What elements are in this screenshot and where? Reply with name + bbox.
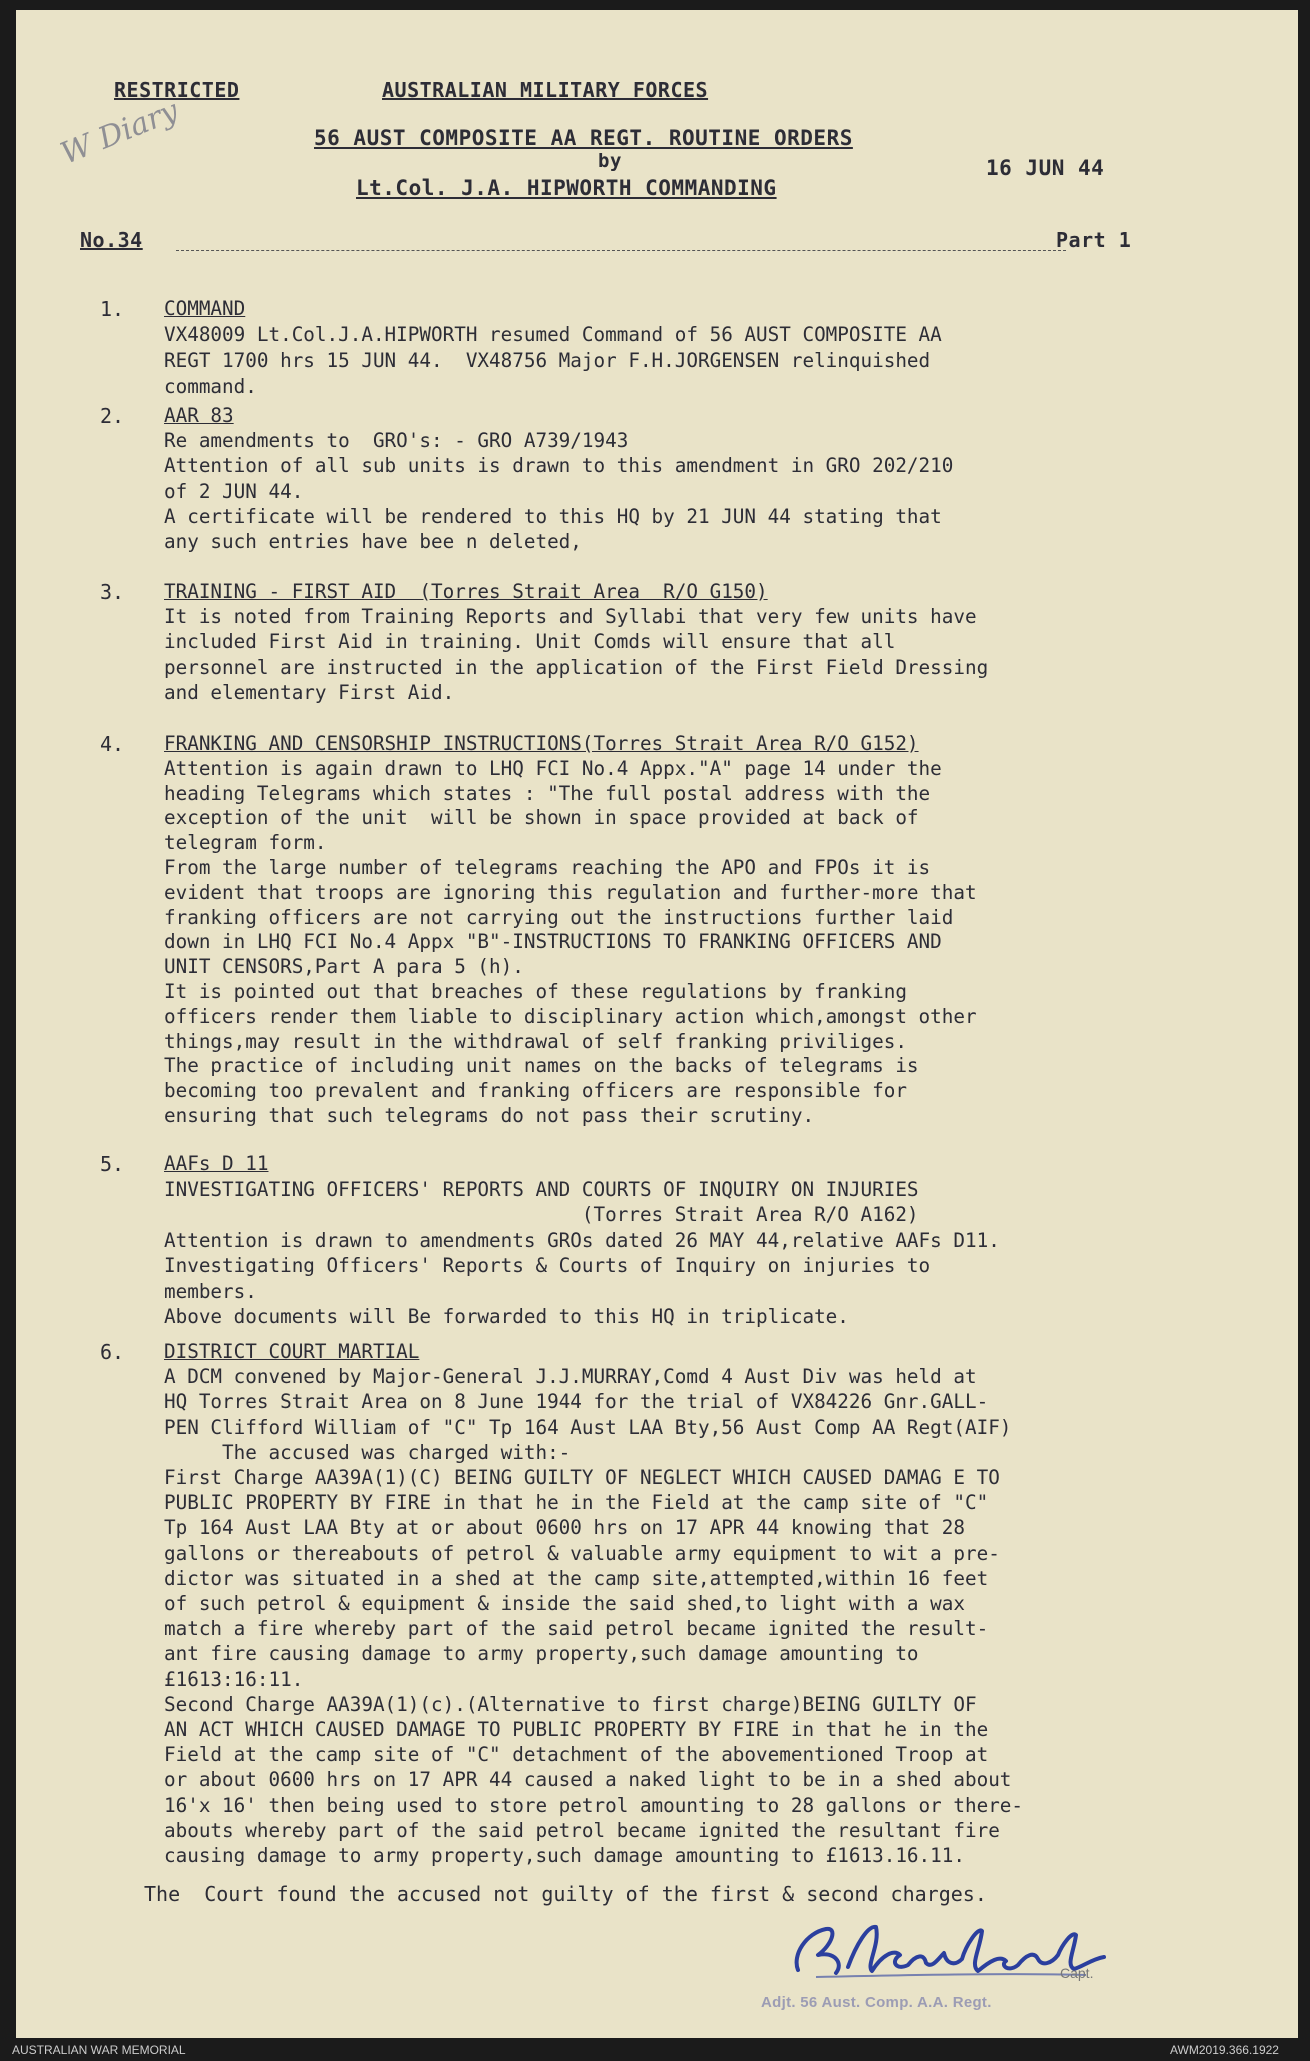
item-heading: TRAINING - FIRST AID (Torres Strait Area R/O G150) bbox=[164, 580, 768, 603]
item-line: From the large number of telegrams reaching the APO and FPOs it is bbox=[164, 856, 931, 879]
item-line: A certificate will be rendered to this HQ by 21 JUN 44 stating that bbox=[164, 504, 942, 528]
item-line: causing damage to army property,such damage amounting to £1613.16.11. bbox=[164, 1844, 965, 1867]
item-line: members. bbox=[164, 1279, 257, 1303]
item-line: UNIT CENSORS,Part A para 5 (h). bbox=[164, 955, 524, 979]
pencil-annotation: W Diary bbox=[55, 93, 184, 172]
item-line: command. bbox=[164, 375, 257, 398]
item-line: abouts whereby part of the said petrol became ignited the resultant fire bbox=[164, 1818, 1000, 1842]
item-line: Above documents will Be forwarded to this HQ in triplicate. bbox=[164, 1305, 849, 1328]
item-line: Attention of all sub units is drawn to this amendment in GRO 202/210 bbox=[164, 454, 954, 478]
item-line: of such petrol & equipment & inside the said shed,to light with a wax bbox=[164, 1592, 965, 1615]
signature-title: Capt. bbox=[1060, 1965, 1094, 1981]
item-line: First Charge AA39A(1)(C) BEING GUILTY OF NEGLECT WHICH CAUSED DAMAG E TO bbox=[164, 1466, 1000, 1489]
item-line: match a fire whereby part of the said petrol became ignited the result- bbox=[164, 1617, 989, 1641]
item-line: dictor was situated in a shed at the camp site,attempted,within 16 feet bbox=[164, 1566, 989, 1590]
commander-line: Lt.Col. J.A. HIPWORTH COMMANDING bbox=[356, 176, 777, 200]
item-line: A DCM convened by Major-General J.J.MURRAY,Comd 4 Aust Div was held at bbox=[164, 1365, 977, 1389]
item-line: officers render them liable to disciplinary action which,amongst other bbox=[164, 1004, 977, 1028]
item-line: personnel are instructed in the application of the First Field Dressing bbox=[164, 655, 989, 679]
item-line: REGT 1700 hrs 15 JUN 44. VX48756 Major F.H.JORGENSEN relinquished bbox=[164, 349, 931, 372]
footer-credit: AUSTRALIAN WAR MEMORIAL bbox=[12, 2043, 186, 2057]
item-line: of 2 JUN 44. bbox=[164, 479, 304, 503]
item-line: evident that troops are ignoring this regulation and further-more that bbox=[164, 880, 977, 904]
item-line: PUBLIC PROPERTY BY FIRE in that he in the Field at the camp site of "C" bbox=[164, 1491, 989, 1515]
item-line: or about 0600 hrs on 17 APR 44 caused a naked light to be in a shed about bbox=[164, 1768, 1012, 1792]
item-line: Attention is again drawn to LHQ FCI No.4 Appx."A" page 14 under the bbox=[164, 756, 942, 780]
forces-heading: AUSTRALIAN MILITARY FORCES bbox=[382, 78, 709, 102]
item-line: included First Aid in training. Unit Comds will ensure that all bbox=[164, 630, 896, 654]
item-line: The practice of including unit names on the backs of telegrams is bbox=[164, 1054, 919, 1078]
item-line: franking officers are not carrying out the instructions further laid bbox=[164, 905, 954, 929]
item-line: Investigating Officers' Reports & Courts of Inquiry on injuries to bbox=[164, 1254, 931, 1277]
item-line: 16'x 16' then being used to store petrol amounting to 28 gallons or there- bbox=[164, 1793, 1024, 1817]
item-line: Tp 164 Aust LAA Bty at or about 0600 hrs on 17 APR 44 knowing that 28 bbox=[164, 1516, 965, 1540]
item-line: any such entries have bee n deleted, bbox=[164, 530, 582, 553]
order-date: 16 JUN 44 bbox=[986, 156, 1105, 180]
item-heading: AAFs D 11 bbox=[164, 1152, 269, 1175]
item-line: Second Charge AA39A(1)(c).(Alternative to first charge)BEING GUILTY OF bbox=[164, 1692, 977, 1716]
item-line: down in LHQ FCI No.4 Appx "B"-INSTRUCTIONS TO FRANKING OFFICERS AND bbox=[164, 930, 942, 954]
item-line: PEN Clifford William of "C" Tp 164 Aust LAA Bty,56 Aust Comp AA Regt(AIF) bbox=[164, 1415, 1012, 1439]
item-line: INVESTIGATING OFFICERS' REPORTS AND COURTS OF INQUIRY ON INJURIES bbox=[164, 1177, 919, 1201]
item-line: £1613:16:11. bbox=[164, 1667, 304, 1691]
document-title: 56 AUST COMPOSITE AA REGT. ROUTINE ORDERS bbox=[314, 126, 853, 150]
item-line: It is noted from Training Reports and Syllabi that very few units have bbox=[164, 605, 977, 629]
restricted-label: RESTRICTED bbox=[114, 78, 240, 102]
item-line: Attention is drawn to amendments GROs dated 26 MAY 44,relative AAFs D11. bbox=[164, 1228, 1000, 1252]
item-line: telegram form. bbox=[164, 831, 327, 855]
item-number: 3. bbox=[100, 580, 125, 604]
item-line: gallons or thereabouts of petrol & valuable army equipment to wit a pre- bbox=[164, 1541, 1000, 1565]
document-page bbox=[16, 10, 1298, 2038]
item-number: 5. bbox=[100, 1152, 125, 1176]
item-heading: COMMAND bbox=[164, 297, 246, 320]
item-line: things,may result in the withdrawal of self franking priviliges. bbox=[164, 1029, 907, 1053]
item-heading: AAR 83 bbox=[164, 404, 234, 427]
item-line: Re amendments to GRO's: - GRO A739/1943 bbox=[164, 429, 629, 453]
item-line: It is pointed out that breaches of these regulations by franking bbox=[164, 980, 907, 1003]
order-number: No.34 bbox=[80, 228, 143, 252]
item-line: (Torres Strait Area R/O A162) bbox=[164, 1203, 919, 1226]
item-line: The accused was charged with:- bbox=[164, 1440, 571, 1464]
item-line: VX48009 Lt.Col.J.A.HIPWORTH resumed Command of 56 AUST COMPOSITE AA bbox=[164, 323, 942, 346]
item-heading: FRANKING AND CENSORSHIP INSTRUCTIONS(Torres Strait Area R/O G152) bbox=[164, 732, 919, 755]
item-number: 6. bbox=[100, 1340, 125, 1364]
item-line: and elementary First Aid. bbox=[164, 680, 455, 704]
item-number: 2. bbox=[100, 404, 125, 428]
item-heading: DISTRICT COURT MARTIAL bbox=[164, 1340, 420, 1363]
footer-accession: AWM2019.366.1922 bbox=[1170, 2043, 1279, 2057]
item-line: ensuring that such telegrams do not pass their scrutiny. bbox=[164, 1104, 815, 1127]
item-number: 1. bbox=[100, 297, 125, 321]
header-rule bbox=[176, 250, 1066, 251]
item-line: ant fire causing damage to army property,such damage amounting to bbox=[164, 1642, 919, 1666]
item-number: 4. bbox=[100, 732, 125, 756]
item-line: HQ Torres Strait Area on 8 June 1944 for the trial of VX84226 Gnr.GALL- bbox=[164, 1390, 989, 1414]
item-line: AN ACT WHICH CAUSED DAMAGE TO PUBLIC PROPERTY BY FIRE in that he in the bbox=[164, 1718, 989, 1741]
verdict-line: The Court found the accused not guilty of the first & second charges. bbox=[144, 1882, 987, 1906]
by-label: by bbox=[598, 150, 622, 172]
adjutant-stamp: Adjt. 56 Aust. Comp. A.A. Regt. bbox=[761, 1994, 992, 2011]
item-line: becoming too prevalent and franking officers are responsible for bbox=[164, 1079, 907, 1103]
item-line: exception of the unit will be shown in space provided at back of bbox=[164, 806, 919, 830]
part-label: Part 1 bbox=[1056, 228, 1132, 252]
item-line: Field at the camp site of "C" detachment of the abovementioned Troop at bbox=[164, 1743, 989, 1767]
item-line: heading Telegrams which states : "The full postal address with the bbox=[164, 781, 931, 805]
